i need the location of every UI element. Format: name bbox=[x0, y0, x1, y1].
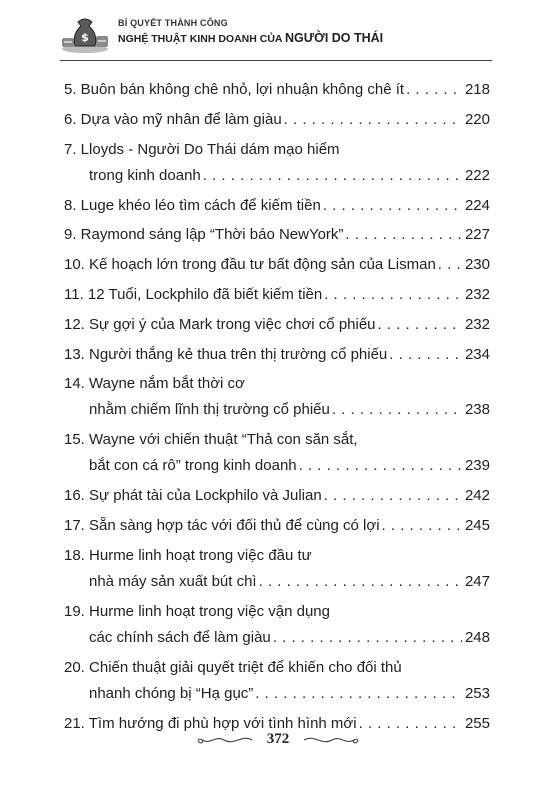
dot-leader bbox=[382, 513, 462, 539]
book-series: BÍ QUYẾT THÀNH CÔNG bbox=[118, 18, 228, 28]
toc-entry-title: 9. Raymond sáng lập “Thời báo NewYork” bbox=[64, 222, 345, 248]
toc-entry[interactable] bbox=[64, 427, 490, 483]
toc-page-number: 247 bbox=[462, 569, 490, 595]
toc-entry-title: 21. Tìm hướng đi phù hợp với tình hình mới bbox=[64, 711, 359, 737]
toc-page-number: 218 bbox=[462, 77, 490, 103]
toc-entry-title: 18. Hurme linh hoạt trong việc đầu tư bbox=[64, 546, 312, 564]
running-header bbox=[60, 14, 500, 58]
dot-leader bbox=[273, 625, 462, 651]
money-bag-logo-icon bbox=[60, 14, 110, 54]
toc-page-number: 255 bbox=[462, 711, 490, 737]
toc-entry-title: 10. Kế hoạch lớn trong đầu tư bất động sản của Lisman bbox=[64, 252, 438, 278]
dot-leader bbox=[389, 342, 462, 368]
dot-leader bbox=[324, 282, 462, 308]
dot-leader bbox=[323, 193, 462, 219]
toc-entry[interactable] bbox=[64, 107, 490, 137]
toc-entry[interactable] bbox=[64, 599, 490, 655]
toc-entry-title: 13. Người thắng kẻ thua trên thị trường cổ phiếu bbox=[64, 342, 389, 368]
toc-entry[interactable] bbox=[64, 77, 490, 107]
toc-entry[interactable] bbox=[64, 252, 490, 282]
toc-entry[interactable] bbox=[64, 483, 490, 513]
toc-page-number: 245 bbox=[462, 513, 490, 539]
toc-entry-title: 11. 12 Tuổi, Lockphilo đã biết kiếm tiền bbox=[64, 282, 324, 308]
toc-entry-line bbox=[64, 625, 490, 651]
book-title-emphasis: NGƯỜI DO THÁI bbox=[285, 31, 384, 45]
toc-page-number: 220 bbox=[462, 107, 490, 133]
toc-page-number: 230 bbox=[462, 252, 490, 278]
toc-entry[interactable] bbox=[64, 282, 490, 312]
toc-page-number: 227 bbox=[462, 222, 490, 248]
book-title bbox=[118, 31, 383, 45]
toc-entry-title: nhanh chóng bị “Hạ gục” bbox=[89, 681, 255, 707]
toc-entry-line bbox=[64, 77, 490, 103]
toc-entry-title: nhằm chiếm lĩnh thị trường cổ phiếu bbox=[89, 397, 332, 423]
toc-entry-line bbox=[64, 513, 490, 539]
toc-entry[interactable] bbox=[64, 371, 490, 427]
toc-entry-title: 20. Chiến thuật giải quyết triệt để khiến cho đối thủ bbox=[64, 658, 402, 676]
table-of-contents bbox=[64, 77, 490, 741]
toc-entry-line bbox=[64, 453, 490, 479]
toc-entry[interactable] bbox=[64, 342, 490, 372]
toc-page-number: 248 bbox=[462, 625, 490, 651]
toc-entry[interactable] bbox=[64, 193, 490, 223]
toc-entry-line bbox=[64, 107, 490, 133]
dot-leader bbox=[203, 163, 462, 189]
toc-entry-line bbox=[64, 193, 490, 219]
toc-entry[interactable] bbox=[64, 655, 490, 711]
page-number: 372 bbox=[266, 731, 290, 748]
toc-entry-line bbox=[64, 342, 490, 368]
toc-entry-line bbox=[64, 427, 490, 453]
toc-entry-line bbox=[64, 681, 490, 707]
toc-entry-line bbox=[64, 655, 490, 681]
dot-leader bbox=[332, 397, 462, 423]
toc-entry[interactable] bbox=[64, 137, 490, 193]
toc-entry-line bbox=[64, 222, 490, 248]
toc-page-number: 253 bbox=[462, 681, 490, 707]
dot-leader bbox=[259, 569, 462, 595]
toc-page-number: 224 bbox=[462, 193, 490, 219]
toc-entry[interactable] bbox=[64, 312, 490, 342]
toc-page-number: 232 bbox=[462, 282, 490, 308]
toc-entry-title: 7. Lloyds - Người Do Thái dám mạo hiểm bbox=[64, 140, 340, 158]
toc-entry-title: 5. Buôn bán không chê nhỏ, lợi nhuận không chê ít bbox=[64, 77, 406, 103]
toc-entry-title: 19. Hurme linh hoạt trong việc vận dụng bbox=[64, 602, 330, 620]
toc-entry[interactable] bbox=[64, 543, 490, 599]
toc-entry-line bbox=[64, 252, 490, 278]
toc-entry-line bbox=[64, 599, 490, 625]
toc-page-number: 232 bbox=[462, 312, 490, 338]
dot-leader bbox=[324, 483, 462, 509]
toc-entry-title: 14. Wayne nắm bắt thời cơ bbox=[64, 375, 245, 393]
toc-entry-title: trong kinh doanh bbox=[89, 163, 203, 189]
right-ornament-icon bbox=[302, 733, 362, 747]
svg-text:$: $ bbox=[81, 31, 89, 44]
toc-page-number: 239 bbox=[462, 453, 490, 479]
dot-leader bbox=[406, 77, 462, 103]
toc-entry[interactable] bbox=[64, 513, 490, 543]
toc-entry-title: 16. Sự phát tài của Lockphilo và Julian bbox=[64, 483, 324, 509]
toc-entry-line bbox=[64, 483, 490, 509]
book-title-prefix: NGHỆ THUẬT KINH DOANH CỦA bbox=[118, 33, 283, 45]
dot-leader bbox=[255, 681, 462, 707]
toc-entry-line bbox=[64, 569, 490, 595]
page-footer bbox=[0, 731, 556, 755]
toc-entry-line bbox=[64, 137, 490, 163]
toc-page-number: 238 bbox=[462, 397, 490, 423]
toc-entry-title: nhà máy sản xuất bút chì bbox=[89, 569, 259, 595]
toc-entry-line bbox=[64, 397, 490, 423]
toc-page-number: 222 bbox=[462, 163, 490, 189]
toc-page-number: 242 bbox=[462, 483, 490, 509]
toc-entry-title: 12. Sự gợi ý của Mark trong việc chơi cổ phiếu bbox=[64, 312, 378, 338]
left-ornament-icon bbox=[194, 733, 254, 747]
toc-entry-title: các chính sách để làm giàu bbox=[89, 625, 273, 651]
toc-entry-line bbox=[64, 282, 490, 308]
toc-entry-title: 17. Sẵn sàng hợp tác với đối thủ để cùng có lợi bbox=[64, 513, 382, 539]
toc-entry-title: 15. Wayne với chiến thuật “Thả con săn sắt, bbox=[64, 431, 358, 449]
toc-entry-title: bắt con cá rô” trong kinh doanh bbox=[89, 453, 299, 479]
toc-entry-line bbox=[64, 371, 490, 397]
dot-leader bbox=[438, 252, 462, 278]
dot-leader bbox=[378, 312, 462, 338]
dot-leader bbox=[299, 453, 462, 479]
toc-entry-title: 8. Luge khéo léo tìm cách để kiếm tiền bbox=[64, 193, 323, 219]
dot-leader bbox=[284, 107, 462, 133]
toc-entry-line bbox=[64, 312, 490, 338]
toc-entry-line bbox=[64, 163, 490, 189]
toc-entry-line bbox=[64, 543, 490, 569]
toc-page-number: 234 bbox=[462, 342, 490, 368]
toc-entry-title: 6. Dựa vào mỹ nhân để làm giàu bbox=[64, 107, 284, 133]
toc-entry[interactable] bbox=[64, 222, 490, 252]
header-rule bbox=[60, 60, 492, 61]
dot-leader bbox=[345, 222, 462, 248]
